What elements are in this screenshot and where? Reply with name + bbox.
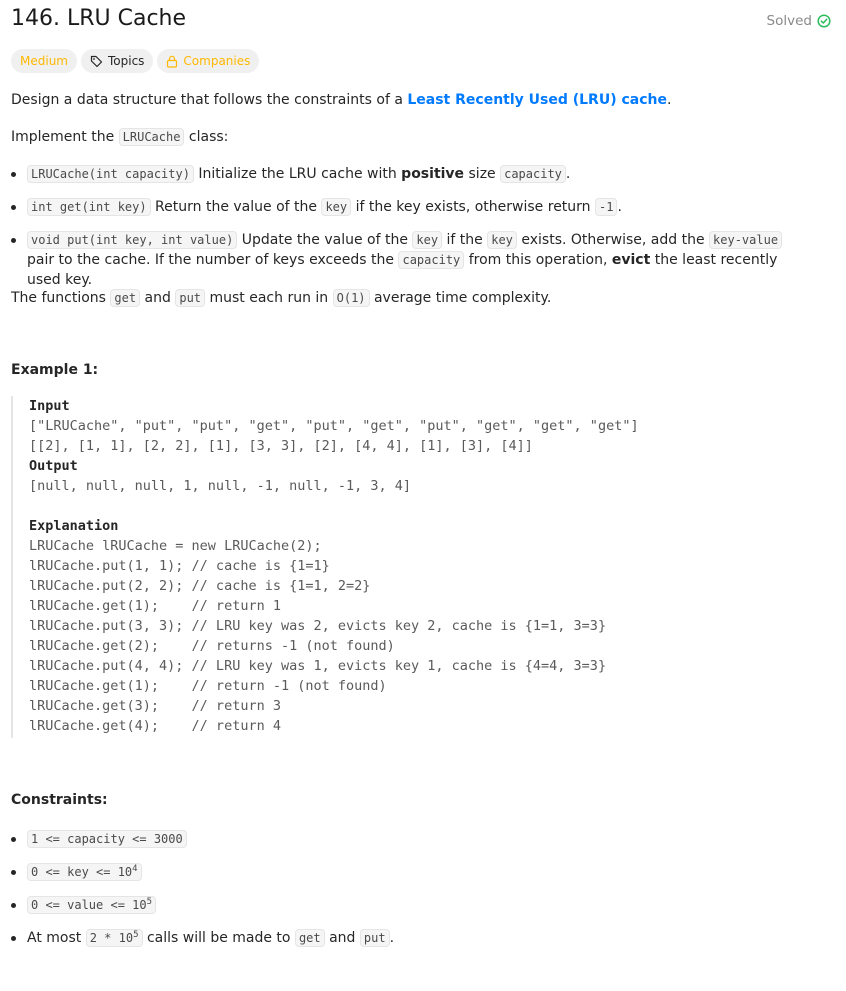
input-label: Input bbox=[29, 398, 70, 414]
explanation-line: lRUCache.get(1); // return -1 (not found) bbox=[29, 678, 387, 694]
input-args: [[2], [1, 1], [2, 2], [1], [3, 3], [2], [4, 4], [1], [3], [4]] bbox=[29, 438, 533, 454]
get-code: get bbox=[295, 929, 325, 947]
check-circle-icon bbox=[817, 14, 831, 28]
implement-suffix: class: bbox=[184, 129, 229, 145]
constraint-base: 2 * 10 bbox=[89, 931, 134, 945]
constraint-code: 1 <= capacity <= 3000 bbox=[27, 830, 187, 848]
topics-label: Topics bbox=[107, 54, 145, 68]
constraint-base: 0 <= key <= 10 bbox=[31, 865, 133, 879]
bullet-text: . bbox=[617, 199, 622, 215]
bullet-text: size bbox=[464, 166, 501, 182]
explanation-line: lRUCache.put(1, 1); // cache is {1=1} bbox=[29, 558, 330, 574]
example-block bbox=[11, 396, 833, 738]
explanation-line: lRUCache.put(3, 3); // LRU key was 2, evicts key 2, cache is {1=1, 3=3} bbox=[29, 618, 607, 634]
solved-status bbox=[767, 13, 831, 29]
difficulty-badge bbox=[11, 49, 77, 73]
companies-button[interactable] bbox=[157, 49, 259, 73]
input-ops: ["LRUCache", "put", "put", "get", "put", "get", "put", "get", "get", "get"] bbox=[29, 418, 639, 434]
list-item bbox=[11, 928, 811, 948]
get-code: get bbox=[110, 289, 140, 307]
bold-text: evict bbox=[611, 252, 651, 268]
complexity-text: The functions bbox=[11, 290, 111, 306]
exponent: 4 bbox=[132, 864, 138, 874]
complexity-text: and bbox=[140, 290, 176, 306]
tag-row bbox=[11, 49, 259, 73]
solved-label: Solved bbox=[766, 13, 812, 29]
explanation-line: lRUCache.get(1); // return 1 bbox=[29, 598, 281, 614]
bullet-text: pair to the cache. If the number of keys exceeds the bbox=[27, 252, 399, 268]
bullet-text: the least recently used key. bbox=[27, 252, 778, 288]
put-code: put bbox=[360, 929, 390, 947]
implement-paragraph bbox=[11, 127, 228, 147]
topics-button[interactable] bbox=[81, 49, 153, 73]
bullet-text: if the bbox=[442, 232, 488, 248]
output-label: Output bbox=[29, 458, 78, 474]
list-item bbox=[11, 829, 811, 849]
intro-text: Design a data structure that follows the constraints of a bbox=[11, 92, 408, 108]
constraint-text: calls will be made to bbox=[142, 930, 295, 946]
constraints-heading: Constraints: bbox=[11, 792, 108, 808]
constraint-code bbox=[27, 896, 156, 914]
lock-icon bbox=[166, 55, 178, 68]
complexity-text: average time complexity. bbox=[369, 290, 552, 306]
explanation-line: lRUCache.get(3); // return 3 bbox=[29, 698, 281, 714]
tag-icon bbox=[90, 55, 103, 68]
list-item bbox=[11, 862, 811, 882]
bullet-text: Initialize the LRU cache with bbox=[193, 166, 402, 182]
constructor-code: LRUCache(int capacity) bbox=[27, 165, 194, 183]
explanation-line: lRUCache.get(4); // return 4 bbox=[29, 718, 281, 734]
key-code: key bbox=[321, 198, 351, 216]
minus-one-code: -1 bbox=[595, 198, 617, 216]
key-code: key bbox=[487, 231, 517, 249]
lru-cache-link[interactable]: Least Recently Used (LRU) cache bbox=[407, 92, 667, 108]
complexity-text: must each run in bbox=[205, 290, 333, 306]
bullet-text: from this operation, bbox=[464, 252, 612, 268]
capacity-code: capacity bbox=[500, 165, 566, 183]
constraint-code bbox=[27, 863, 142, 881]
companies-label: Companies bbox=[183, 54, 251, 68]
capacity-code: capacity bbox=[398, 251, 464, 269]
constraints-list bbox=[11, 829, 811, 948]
explanation-line: lRUCache.put(4, 4); // LRU key was 1, evicts key 1, cache is {4=4, 3=3} bbox=[29, 658, 607, 674]
explanation-line: lRUCache.put(2, 2); // cache is {1=1, 2=2} bbox=[29, 578, 371, 594]
problem-title[interactable]: 146. LRU Cache bbox=[11, 6, 187, 31]
list-item bbox=[11, 197, 811, 217]
explanation-line: LRUCache lRUCache = new LRUCache(2); bbox=[29, 538, 322, 554]
method-list bbox=[11, 164, 811, 290]
explanation-line: lRUCache.get(2); // returns -1 (not found) bbox=[29, 638, 395, 654]
output-values: [null, null, null, 1, null, -1, null, -1, 3, 4] bbox=[29, 478, 412, 494]
big-o-code: O(1) bbox=[333, 289, 370, 307]
bullet-text: exists. Otherwise, add the bbox=[516, 232, 710, 248]
constraint-code bbox=[86, 929, 143, 947]
example-code bbox=[13, 396, 833, 736]
list-item bbox=[11, 895, 811, 915]
list-item bbox=[11, 164, 811, 184]
key-value-code: key-value bbox=[709, 231, 782, 249]
constraint-text: . bbox=[389, 930, 395, 946]
complexity-paragraph bbox=[11, 288, 551, 308]
constraint-text: At most bbox=[27, 930, 86, 946]
bullet-text: . bbox=[565, 166, 571, 182]
class-name-code: LRUCache bbox=[119, 128, 185, 146]
get-signature-code: int get(int key) bbox=[27, 198, 151, 216]
difficulty-label: Medium bbox=[20, 54, 68, 68]
example-heading: Example 1: bbox=[11, 362, 99, 378]
exponent: 5 bbox=[133, 930, 139, 940]
bullet-text: Update the value of the bbox=[237, 232, 413, 248]
put-code: put bbox=[175, 289, 205, 307]
constraint-text: and bbox=[324, 930, 360, 946]
bold-text: positive bbox=[401, 166, 465, 182]
bullet-text: if the key exists, otherwise return bbox=[351, 199, 595, 215]
implement-text: Implement the bbox=[11, 129, 119, 145]
put-signature-code: void put(int key, int value) bbox=[27, 231, 237, 249]
explanation-label: Explanation bbox=[29, 518, 119, 534]
intro-suffix: . bbox=[667, 92, 672, 108]
title-row bbox=[11, 4, 831, 38]
key-code: key bbox=[412, 231, 442, 249]
constraint-base: 0 <= value <= 10 bbox=[31, 898, 147, 912]
exponent: 5 bbox=[146, 897, 153, 907]
intro-paragraph bbox=[11, 90, 671, 110]
list-item bbox=[11, 230, 811, 290]
bullet-text: Return the value of the bbox=[150, 199, 322, 215]
